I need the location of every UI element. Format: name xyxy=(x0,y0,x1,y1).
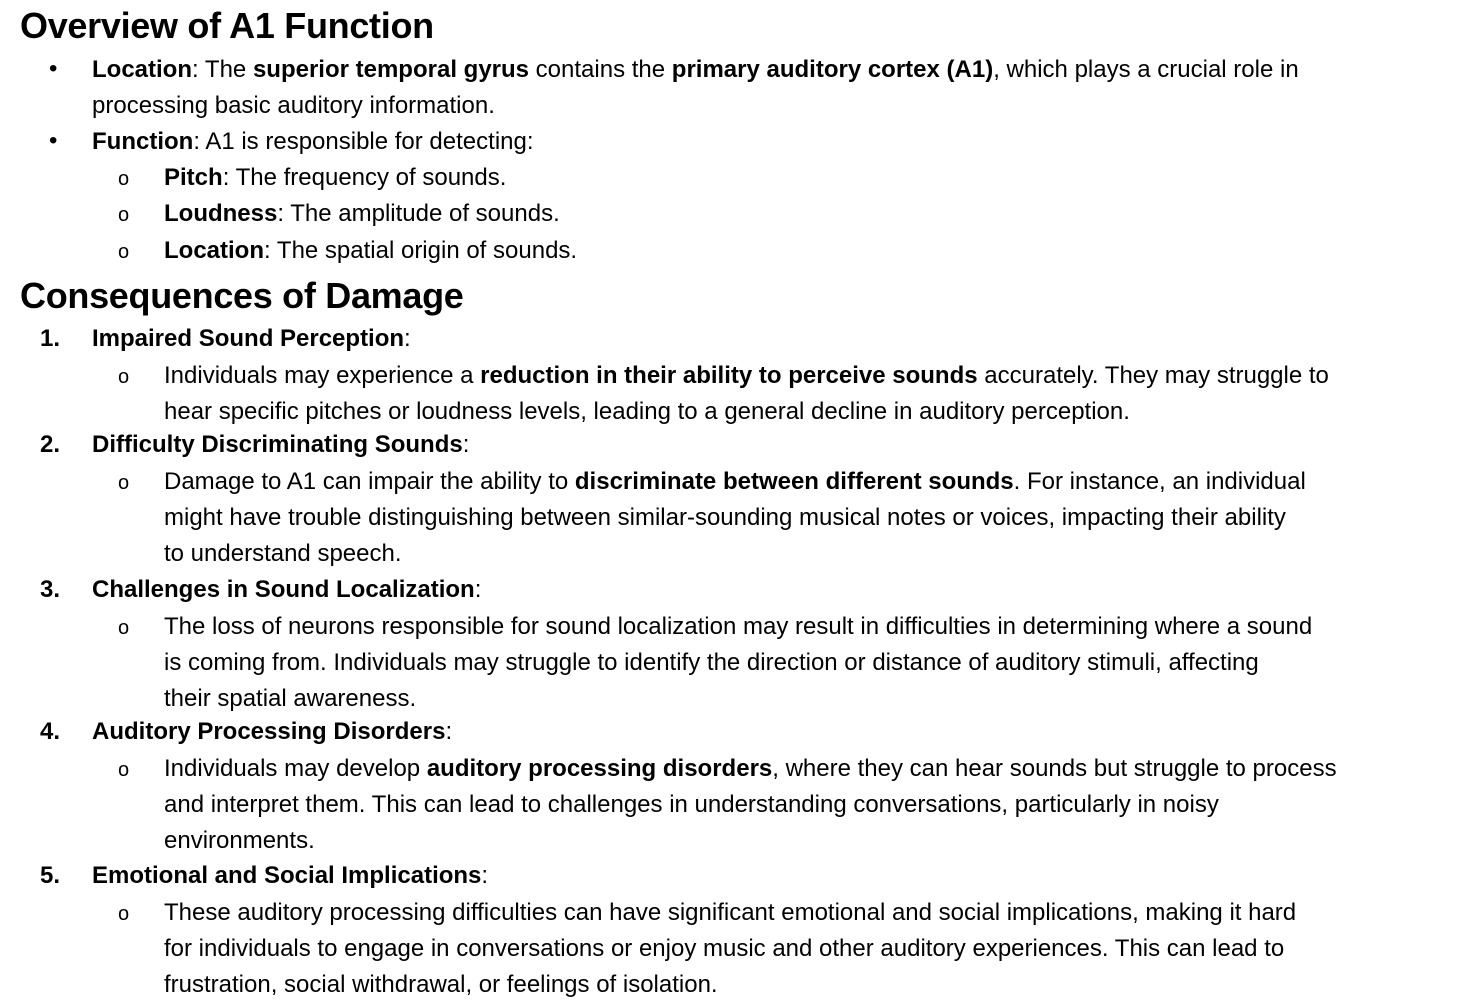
overview-location-line-1 xyxy=(92,54,1299,86)
function-item-label: Location xyxy=(164,237,264,264)
primary-auditory-cortex-term: primary auditory cortex (A1) xyxy=(671,56,994,83)
consequence-2-line-1 xyxy=(164,466,1306,498)
title-colon: : xyxy=(462,431,470,458)
function-item-text: : The frequency of sounds. xyxy=(222,164,507,191)
title-colon: : xyxy=(481,862,489,889)
circle-marker: o xyxy=(118,759,130,781)
circle-marker: o xyxy=(118,903,130,925)
superior-temporal-gyrus-term: superior temporal gyrus xyxy=(252,56,530,83)
consequence-title-1 xyxy=(92,323,411,355)
circle-marker: o xyxy=(118,617,130,639)
consequence-3-line-1: The loss of neurons responsible for sound localization may result in difficulties in determining where a sound xyxy=(164,613,1313,640)
consequence-5-line-2: for individuals to engage in conversations or enjoy music and other auditory experiences. This can lead to xyxy=(164,935,1285,962)
function-item-label: Loudness xyxy=(164,200,278,227)
consequence-2-line-3: to understand speech. xyxy=(164,540,402,567)
consequence-2-line-2: might have trouble distinguishing between similar-sounding musical notes or voices, impacting their ability xyxy=(164,504,1286,531)
circle-marker: o xyxy=(118,168,130,190)
emphasis-term: auditory processing disorders xyxy=(426,755,773,782)
location-label: Location xyxy=(92,56,192,83)
text-segment: accurately. They may struggle to xyxy=(977,362,1329,389)
function-item-location xyxy=(164,235,577,267)
emphasis-term: reduction in their ability to perceive sounds xyxy=(480,362,978,389)
list-number: 1. xyxy=(40,325,61,352)
function-item-loudness xyxy=(164,198,560,230)
consequence-title: Emotional and Social Implications xyxy=(92,862,482,889)
consequence-1-line-2: hear specific pitches or loudness levels, leading to a general decline in auditory perception. xyxy=(164,398,1130,425)
consequence-title: Challenges in Sound Localization xyxy=(92,576,475,603)
overview-heading: Overview of A1 Function xyxy=(20,5,434,46)
function-label: Function xyxy=(92,128,194,155)
text-segment: Individuals may experience a xyxy=(164,362,481,389)
overview-function-line xyxy=(92,126,534,158)
location-text-2: contains the xyxy=(529,56,672,83)
list-number: 4. xyxy=(40,718,61,745)
consequence-title-4 xyxy=(92,716,452,748)
consequence-4-line-1 xyxy=(164,753,1337,785)
location-text-3: , which plays a crucial role in xyxy=(993,56,1299,83)
overview-location-line-2: processing basic auditory information. xyxy=(92,92,495,119)
consequence-1-line-1 xyxy=(164,360,1329,392)
text-segment: Damage to A1 can impair the ability to xyxy=(164,468,575,495)
circle-marker: o xyxy=(118,472,130,494)
consequence-5-line-3: frustration, social withdrawal, or feelings of isolation. xyxy=(164,971,718,998)
consequence-4-line-2: and interpret them. This can lead to challenges in understanding conversations, particularly in noisy xyxy=(164,791,1219,818)
consequence-3-line-3: their spatial awareness. xyxy=(164,685,417,712)
text-segment: , where they can hear sounds but struggle to process xyxy=(772,755,1337,782)
title-colon: : xyxy=(404,325,411,352)
list-number: 2. xyxy=(40,431,61,458)
consequence-5-line-1: These auditory processing difficulties can have significant emotional and social implications, making it hard xyxy=(164,899,1297,926)
consequence-title: Difficulty Discriminating Sounds xyxy=(92,431,463,458)
function-item-text: : The spatial origin of sounds. xyxy=(264,237,578,264)
circle-marker: o xyxy=(118,366,130,388)
emphasis-term: discriminate between different sounds xyxy=(574,468,1014,495)
consequence-title: Impaired Sound Perception xyxy=(92,325,405,352)
title-colon: : xyxy=(445,718,453,745)
consequence-title-5 xyxy=(92,860,488,892)
consequence-title-3 xyxy=(92,574,481,606)
circle-marker: o xyxy=(118,204,130,226)
location-sep: : The xyxy=(192,56,253,83)
consequence-3-line-2: is coming from. Individuals may struggle to identify the direction or distance of auditory stimuli, affecting xyxy=(164,649,1259,676)
consequence-4-line-3: environments. xyxy=(164,827,315,854)
circle-marker: o xyxy=(118,241,130,263)
consequence-title-2 xyxy=(92,429,469,461)
consequence-title: Auditory Processing Disorders xyxy=(92,718,446,745)
function-text: : A1 is responsible for detecting: xyxy=(193,128,534,155)
function-item-label: Pitch xyxy=(164,164,223,191)
text-segment: . For instance, an individual xyxy=(1013,468,1306,495)
bullet-marker: • xyxy=(49,127,58,154)
bullet-marker: • xyxy=(49,55,58,82)
function-item-pitch xyxy=(164,162,506,194)
text-segment: Individuals may develop xyxy=(164,755,427,782)
list-number: 5. xyxy=(40,862,61,889)
consequences-heading: Consequences of Damage xyxy=(20,275,464,316)
title-colon: : xyxy=(474,576,482,603)
function-item-text: : The amplitude of sounds. xyxy=(277,200,560,227)
list-number: 3. xyxy=(40,576,61,603)
